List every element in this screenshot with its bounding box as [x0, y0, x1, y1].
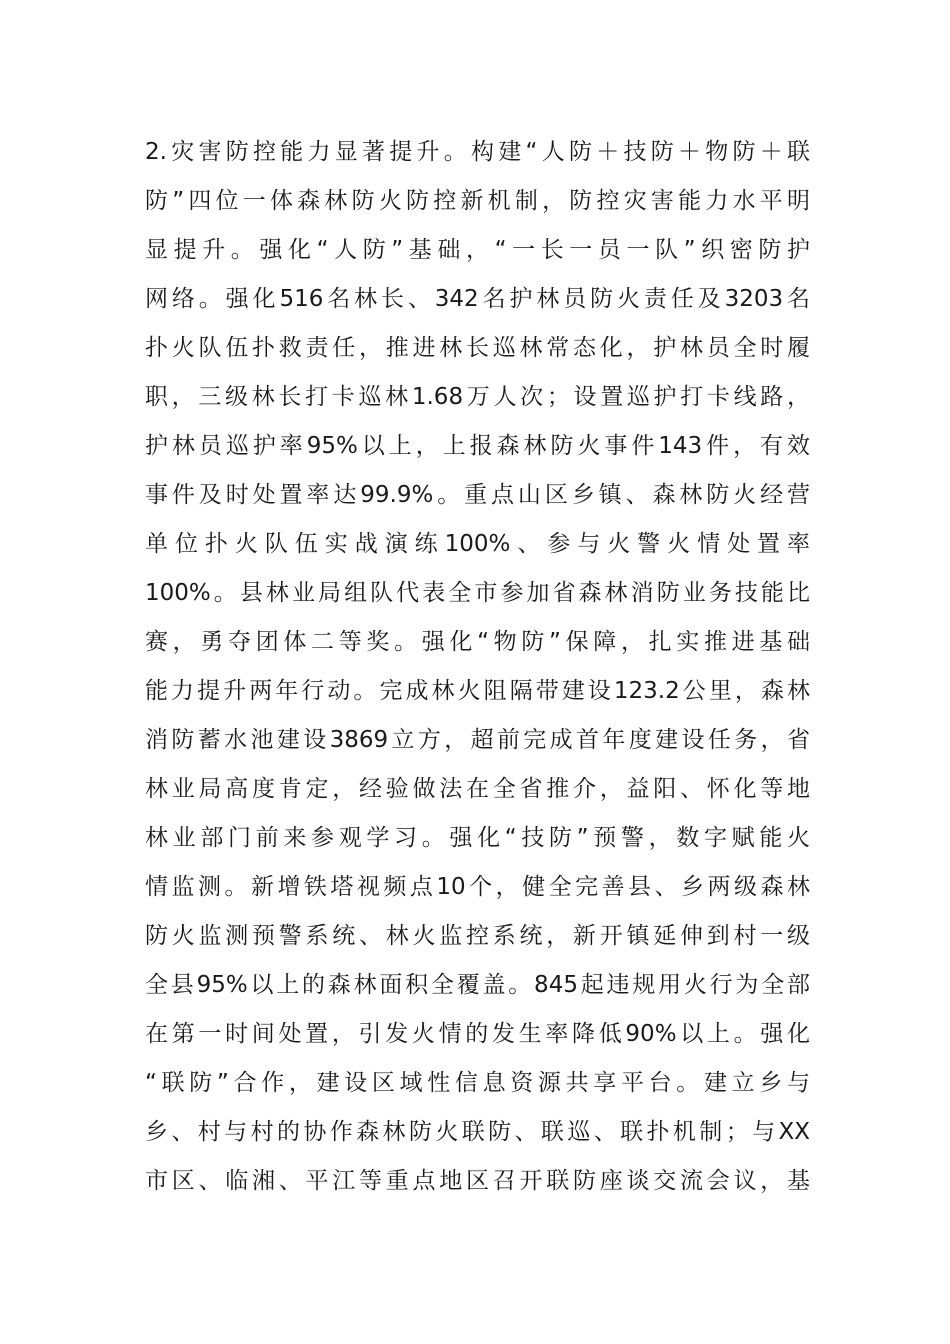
- text-line: 防”四位一体森林防火防控新机制，防控灾害能力水平明: [145, 188, 810, 214]
- text-line: 事件及时处置率达99.9%。重点山区乡镇、森林防火经营: [145, 482, 810, 508]
- text-line: 护林员巡护率95%以上，上报森林防火事件143件，有效: [145, 433, 810, 459]
- text-line: 赛，勇夺团体二等奖。强化“物防”保障，扎实推进基础: [145, 629, 810, 655]
- paragraph-disaster-prevention: [145, 128, 810, 1206]
- text-line: 显提升。强化“人防”基础，“一长一员一队”织密防护: [145, 237, 810, 263]
- text-line: 职，三级林长打卡巡林1.68万人次；设置巡护打卡线路，: [145, 384, 810, 410]
- text-line: 乡、村与村的协作森林防火联防、联巡、联扑机制；与XX: [145, 1119, 810, 1145]
- text-line: 林业部门前来参观学习。强化“技防”预警，数字赋能火: [145, 825, 810, 851]
- text-line: 情监测。新增铁塔视频点10个，健全完善县、乡两级森林: [145, 874, 810, 900]
- text-line: 网络。强化516名林长、342名护林员防火责任及3203名: [145, 286, 810, 312]
- text-line: 100%。县林业局组队代表全市参加省森林消防业务技能比: [145, 580, 810, 606]
- text-line: “联防”合作，建设区域性信息资源共享平台。建立乡与: [145, 1070, 810, 1096]
- text-line: 能力提升两年行动。完成林火阻隔带建设123.2公里，森林: [145, 678, 810, 704]
- text-line: 市区、临湘、平江等重点地区召开联防座谈交流会议，基: [145, 1168, 810, 1194]
- text-line: 消防蓄水池建设3869立方，超前完成首年度建设任务，省: [145, 727, 810, 753]
- text-line: 全县95%以上的森林面积全覆盖。845起违规用火行为全部: [145, 972, 810, 998]
- text-line: 2.灾害防控能力显著提升。构建“人防＋技防＋物防＋联: [145, 139, 810, 165]
- text-line: 林业局高度肯定，经验做法在全省推介，益阳、怀化等地: [145, 776, 810, 802]
- text-line: 扑火队伍扑救责任，推进林长巡林常态化，护林员全时履: [145, 335, 810, 361]
- text-line: 单位扑火队伍实战演练100%、参与火警火情处置率: [145, 531, 810, 557]
- text-line: 在第一时间处置，引发火情的发生率降低90%以上。强化: [145, 1021, 810, 1047]
- text-line: 防火监测预警系统、林火监控系统，新开镇延伸到村一级: [145, 923, 810, 949]
